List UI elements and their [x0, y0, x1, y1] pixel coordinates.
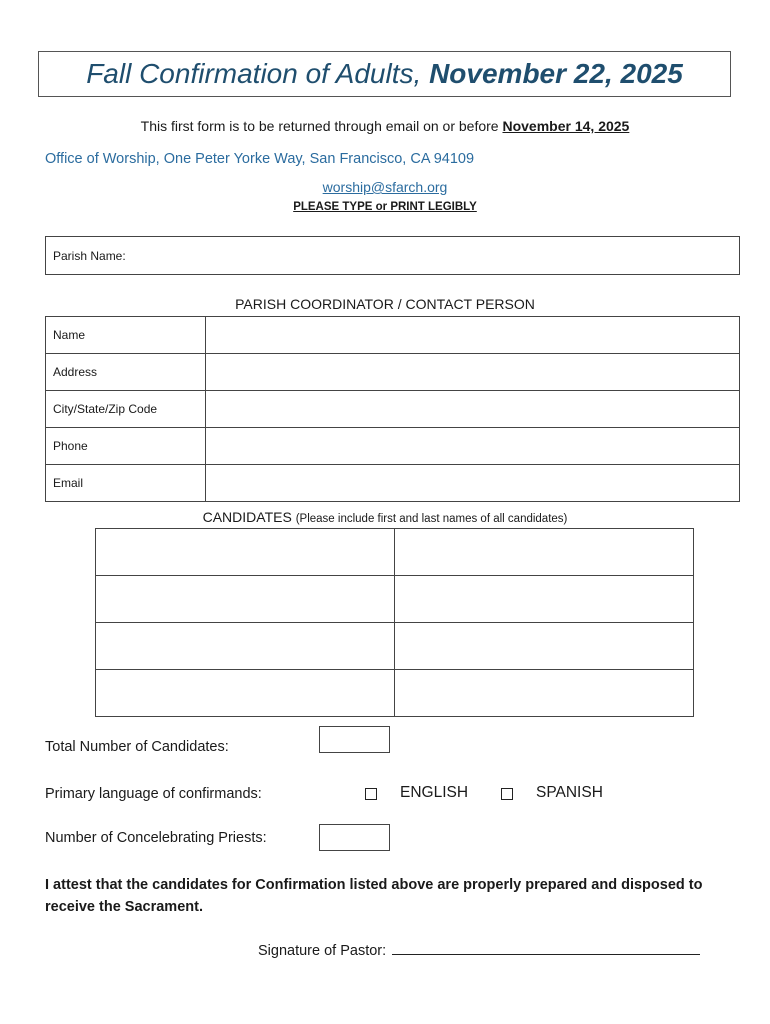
spanish-checkbox[interactable] [501, 788, 513, 800]
attestation-text: I attest that the candidates for Confirmation listed above are properly prepared and disposed to receive the Sacrament. [45, 877, 703, 915]
candidate-cell[interactable] [96, 576, 395, 623]
table-row [96, 670, 694, 717]
title-date: November 22, 2025 [429, 58, 683, 89]
coordinator-address-input[interactable] [206, 354, 740, 391]
spanish-label: SPANISH [536, 784, 603, 801]
table-row [46, 428, 740, 465]
candidates-title: CANDIDATES [202, 509, 292, 525]
form-title [38, 51, 731, 97]
candidate-cell[interactable] [395, 670, 694, 717]
coordinator-name-label: Name [46, 317, 206, 354]
primary-language-label: Primary language of confirmands: [45, 786, 262, 802]
candidate-cell[interactable] [395, 623, 694, 670]
parish-name-field [45, 236, 740, 275]
english-checkbox[interactable] [365, 788, 377, 800]
coordinator-name-input[interactable] [206, 317, 740, 354]
candidate-cell[interactable] [395, 576, 694, 623]
parish-name-label: Parish Name: [53, 248, 126, 263]
candidates-note: (Please include first and last names of all candidates) [295, 513, 568, 525]
signature-label: Signature of Pastor: [258, 943, 387, 959]
candidate-cell[interactable] [96, 670, 395, 717]
table-row [96, 623, 694, 670]
coordinator-city-label: City/State/Zip Code [46, 391, 206, 428]
coordinator-heading: PARISH COORDINATOR / CONTACT PERSON [235, 296, 535, 312]
office-address: Office of Worship, One Peter Yorke Way, San Francisco, CA 94109 [45, 151, 475, 167]
return-deadline: November 14, 2025 [502, 118, 630, 134]
return-instructions [0, 118, 770, 134]
table-row [46, 354, 740, 391]
concelebrating-priests-input[interactable] [319, 824, 390, 851]
table-row [46, 317, 740, 354]
total-candidates-input[interactable] [319, 726, 390, 753]
coordinator-email-input[interactable] [206, 465, 740, 502]
english-label: ENGLISH [400, 784, 469, 801]
signature-row [258, 940, 700, 959]
signature-line[interactable] [392, 940, 700, 955]
candidates-heading [0, 509, 770, 525]
table-row [96, 576, 694, 623]
candidate-cell[interactable] [96, 623, 395, 670]
candidate-cell[interactable] [96, 529, 395, 576]
parish-name-input[interactable] [126, 236, 739, 275]
coordinator-city-input[interactable] [206, 391, 740, 428]
email-link[interactable]: worship@sfarch.org [322, 179, 448, 195]
total-candidates-label: Total Number of Candidates: [45, 739, 229, 755]
coordinator-email-label: Email [46, 465, 206, 502]
coordinator-phone-input[interactable] [206, 428, 740, 465]
return-text: This first form is to be returned through email on or before [140, 118, 499, 134]
table-row [46, 391, 740, 428]
coordinator-phone-label: Phone [46, 428, 206, 465]
candidates-table [95, 528, 694, 717]
title-main: Fall Confirmation of Adults, [86, 58, 422, 89]
coordinator-address-label: Address [46, 354, 206, 391]
concelebrating-priests-label: Number of Concelebrating Priests: [45, 830, 267, 846]
candidate-cell[interactable] [395, 529, 694, 576]
print-legibly-notice: PLEASE TYPE or PRINT LEGIBLY [293, 201, 477, 213]
coordinator-table [45, 316, 740, 502]
table-row [96, 529, 694, 576]
table-row [46, 465, 740, 502]
